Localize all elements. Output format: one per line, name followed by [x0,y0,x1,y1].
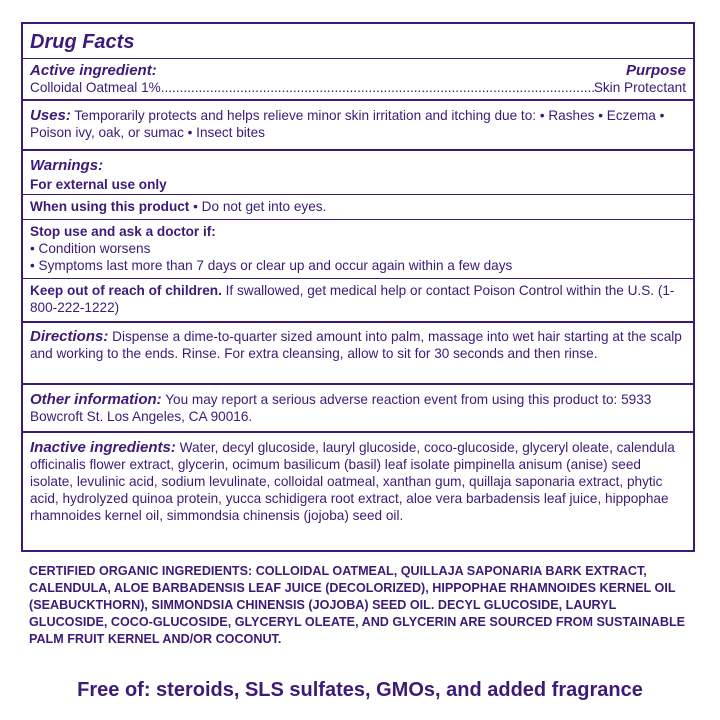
active-ingredient-row [30,79,686,96]
stop-use-item: • Condition worsens [30,241,151,256]
free-of-text: Free of: steroids, SLS sulfates, GMOs, and added fragrance [77,679,643,701]
when-using-text: • Do not get into eyes. [193,199,327,214]
drug-facts-panel [21,22,695,552]
active-ingredient-heading: Active ingredient: [30,62,157,79]
directions-text: Dispense a dime-to-quarter sized amount into palm, massage into wet hair starting at the scalp and working to the ends. Rinse. For extra cleansing, allow to sit for 30 seconds and then rinse. [30,329,682,361]
uses-section [23,101,693,151]
stop-use-label: Stop use and ask a doctor if: [30,224,216,239]
stop-use-item: • Symptoms last more than 7 days or clear up and occur again within a few days [30,258,513,273]
when-using-block [23,194,693,219]
directions-section [23,323,693,385]
active-ingredient-name: Colloidal Oatmeal 1% [30,80,161,95]
purpose-heading: Purpose [625,62,686,79]
other-info-heading: Other information: [30,391,162,408]
keep-out-label: Keep out of reach of children. [30,283,222,298]
warnings-heading: Warnings: [30,157,104,174]
keep-out-text: If swallowed, get medical help or contact Poison Control within the U.S. (1-800-222-1222) [30,283,675,315]
stop-use-block [23,219,693,278]
other-info-section [23,385,693,433]
uses-text: Temporarily protects and helps relieve minor skin irritation and itching due to: • Rashes • Eczema • Poison ivy, oak, or sumac • Insect bites [30,108,665,140]
inactive-ingredients-heading: Inactive ingredients: [30,439,176,456]
active-heading-row [30,62,686,79]
uses-heading: Uses: [30,107,71,124]
inactive-ingredients-text: Water, decyl glucoside, lauryl glucoside, coco-glucoside, glyceryl oleate, calendula officinalis flower extract, glycerin, ocimum basilicum (basil) leaf isolate pimpinella anisum (anise) seed isolate, levulinic acid, sodium levulinate, colloidal oatmeal, xanthan gum, quillaja saponaria extract, phytic acid, hydrolyzed quinoa protein, yucca schidigera root extract, aloe vera barbadensis leaf juice, hippophae rhamnoides kernel oil, simmondsia chinensis (jojoba) seed oil. [30,440,675,523]
directions-heading: Directions: [30,328,109,345]
drug-facts-title: Drug Facts [30,31,135,53]
keep-out-block [23,278,693,316]
active-ingredient-purpose: Skin Protectant [593,80,686,95]
drug-facts-header [23,24,693,59]
warnings-section [23,151,693,323]
when-using-label: When using this product [30,199,190,214]
inactive-ingredients-section [23,433,693,524]
certified-organic-text: CERTIFIED ORGANIC INGREDIENTS: COLLOIDAL OATMEAL, QUILLAJA SAPONARIA BARK EXTRACT, CALENDULA, ALOE BARBADENSIS LEAF JUICE (DECOLORIZED), HIPPOPHAE RHAMNOIDES KERNEL OIL (SEABUCKTHORN), SIMMONDSIA CHINENSIS (JOJOBA) SEED OIL. DECYL GLUCOSIDE, LAURYL GLUCOSIDE, COCO-GLUCOSIDE, GLYCERYL OLEATE, AND GLYCERIN ARE SOURCED FROM SUSTAINABLE PALM FRUIT KERNEL AND/OR COCONUT. [29,564,686,646]
leader-dots [161,79,594,96]
warnings-top [23,151,693,194]
external-use-text: For external use only [30,177,167,192]
active-ingredient-section [23,59,693,101]
other-info-text: You may report a serious adverse reaction event from using this product to: 5933 Bowcroft St. Los Angeles, CA 90016. [30,392,652,424]
